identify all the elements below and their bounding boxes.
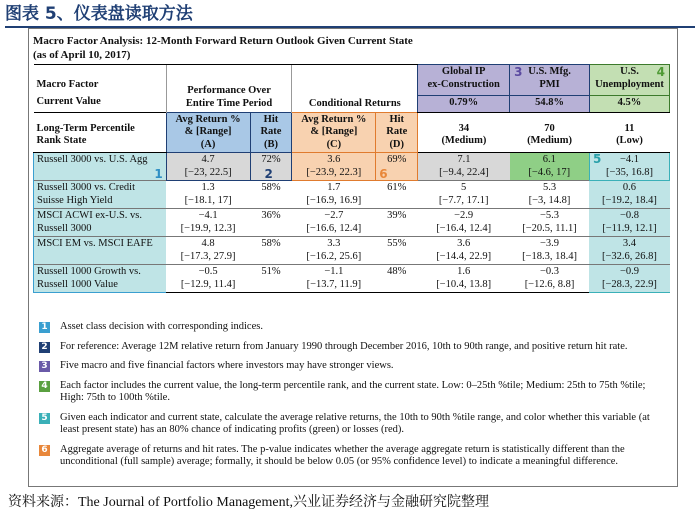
note-text-6: Aggregate average of returns and hit rates. The p-value indicates whether the average aggregate return is statistically different than the unconditional (full sample) average; formally, it should be below 0.05 (or 95% confidence level) to indicate a meaningful difference. bbox=[60, 443, 625, 467]
row-2-a-value: 1.3 bbox=[201, 182, 215, 193]
caption-line-2: (as of April 10, 2017) bbox=[33, 49, 131, 61]
col-c-line-2: & [Range] bbox=[310, 126, 358, 137]
note-text-2: For reference: Average 12M relative return from January 1990 through December 2016, 10th to 90th range, and positive return hit rate. bbox=[60, 340, 628, 352]
row-5-f2 bbox=[510, 265, 590, 293]
rank-label-line-2: Rank State bbox=[36, 135, 87, 146]
factor-header-2 bbox=[510, 65, 590, 96]
row-1-c-range: [−23.9, 22.3] bbox=[306, 166, 362, 178]
row-5-d: 48% bbox=[376, 265, 418, 293]
note-item bbox=[39, 360, 669, 373]
col-d-line-1: Hit bbox=[389, 113, 405, 125]
row-4-f2 bbox=[510, 237, 590, 265]
col-b-line-3: (B) bbox=[263, 138, 278, 150]
col-a-line-1: Avg Return % bbox=[175, 113, 241, 125]
factor-2-name-line-2: PMI bbox=[539, 78, 560, 90]
table-row bbox=[34, 153, 670, 181]
row-3-f3-range: [−11.9, 12.1] bbox=[602, 222, 657, 234]
table-row bbox=[34, 209, 670, 237]
row-1-b bbox=[250, 153, 292, 181]
figure-title-bar bbox=[5, 2, 695, 28]
factor-1-name-line-1: Global IP bbox=[441, 66, 486, 77]
factor-2-rank bbox=[510, 112, 590, 153]
row-1-f3-value: −4.1 bbox=[619, 154, 639, 165]
row-3-f2 bbox=[510, 209, 590, 237]
col-a-line-2: & [Range] bbox=[184, 126, 232, 137]
col-c-line-3: (C) bbox=[326, 138, 342, 150]
row-2-a-range: [−18.1, 17] bbox=[184, 194, 232, 206]
cond-header: Conditional Returns bbox=[292, 65, 418, 113]
row-1-label-line-1: Russell 3000 vs. U.S. Agg bbox=[37, 154, 148, 165]
row-4-c-value: 3.3 bbox=[327, 238, 341, 249]
row-5-f1 bbox=[418, 265, 510, 293]
factor-3-name-line-2: Unemployment bbox=[595, 78, 664, 90]
row-3-c-range: [−16.6, 12.4] bbox=[306, 222, 362, 234]
rank-label-line-1: Long-Term Percentile bbox=[36, 122, 135, 134]
row-5-label-line-1: Russell 1000 Growth vs. bbox=[37, 266, 141, 277]
row-1-c-value: 3.6 bbox=[327, 154, 341, 165]
row-1-a-range: [−23, 22.5] bbox=[184, 166, 232, 178]
row-5-f3 bbox=[589, 265, 669, 293]
row-4-label bbox=[34, 237, 167, 265]
row-5-label bbox=[34, 265, 167, 293]
row-3-f1-range: [−16.4, 12.4] bbox=[436, 222, 492, 234]
row-4-f1-range: [−14.4, 22.9] bbox=[436, 250, 492, 262]
row-3-label-line-1: MSCI ACWI ex-U.S. vs. bbox=[37, 210, 143, 221]
note-text-4: Each factor includes the current value, the long-term percentile rank, and the current state. Low: 0–25th %tile; Medium: 25th to 75th %tile; High: 75th to 100th %tile. bbox=[60, 379, 646, 403]
row-4-f1 bbox=[418, 237, 510, 265]
macro-factor-label: Macro Factor bbox=[34, 65, 167, 96]
note-item bbox=[39, 444, 669, 469]
factor-header-1 bbox=[418, 65, 510, 96]
table-caption bbox=[33, 34, 413, 62]
row-1-f2-value: 6.1 bbox=[542, 154, 556, 165]
rank-state-label bbox=[34, 112, 167, 153]
row-1-d bbox=[376, 153, 418, 181]
marker-5: 5 bbox=[592, 152, 602, 166]
row-4-a bbox=[166, 237, 250, 265]
marker-3: 3 bbox=[514, 65, 523, 79]
row-2-label-line-2: Suisse High Yield bbox=[37, 194, 113, 206]
row-2-f2 bbox=[510, 181, 590, 209]
col-c-line-1: Avg Return % bbox=[301, 113, 367, 125]
factor-3-value: 4.5% bbox=[589, 95, 669, 112]
row-1-label bbox=[34, 153, 167, 181]
row-3-f3 bbox=[589, 209, 669, 237]
note-item bbox=[39, 412, 669, 437]
row-3-f1 bbox=[418, 209, 510, 237]
row-5-b: 51% bbox=[250, 265, 292, 293]
row-4-f2-range: [−18.3, 18.4] bbox=[522, 250, 577, 262]
row-2-f3-range: [−19.2, 18.4] bbox=[602, 194, 657, 206]
row-3-a-range: [−19.9, 12.3] bbox=[180, 222, 236, 234]
row-2-f2-range: [−3, 14.8] bbox=[528, 194, 571, 206]
row-3-f1-value: −2.9 bbox=[454, 210, 474, 221]
row-5-c bbox=[292, 265, 376, 293]
row-5-c-range: [−13.7, 11.9] bbox=[306, 278, 362, 290]
dashboard-panel bbox=[28, 28, 678, 487]
macro-factor-table bbox=[33, 64, 670, 293]
source-journal: The Journal of Portfolio Management, bbox=[78, 495, 294, 510]
note-text-5: Given each indicator and current state, calculate the average relative returns, the 10th to 90th %tile range, and color whether this variable (at least present state) has an 80% chance of indicating profits (green) or losses (red). bbox=[60, 411, 650, 435]
row-3-c bbox=[292, 209, 376, 237]
note-item bbox=[39, 321, 669, 334]
row-5-f1-value: 1.6 bbox=[457, 266, 471, 277]
note-text-3: Five macro and five financial factors where investors may have stronger views. bbox=[60, 360, 394, 371]
note-badge-1: 1 bbox=[39, 322, 50, 333]
row-5-f1-range: [−10.4, 13.8] bbox=[436, 278, 492, 290]
note-text-1: Asset class decision with corresponding indices. bbox=[60, 321, 263, 332]
marker-1: 1 bbox=[154, 166, 163, 181]
row-2-f2-value: 5.3 bbox=[542, 182, 557, 193]
marker-4: 4 bbox=[656, 65, 665, 79]
row-3-c-value: −2.7 bbox=[324, 210, 344, 221]
factor-2-value: 54.8% bbox=[510, 95, 590, 112]
row-1-f3 bbox=[589, 153, 669, 181]
factor-1-rank bbox=[418, 112, 510, 153]
row-1-c bbox=[292, 153, 376, 181]
row-3-label bbox=[34, 209, 167, 237]
row-5-a-value: −0.5 bbox=[198, 266, 218, 277]
factor-1-rank-value: 34 bbox=[458, 122, 470, 134]
row-4-c bbox=[292, 237, 376, 265]
factor-1-value: 0.79% bbox=[418, 95, 510, 112]
row-3-b: 36% bbox=[250, 209, 292, 237]
source-line bbox=[8, 492, 489, 513]
factor-header-3 bbox=[589, 65, 669, 96]
factor-3-state: (Low) bbox=[616, 135, 643, 146]
factor-2-name-line-1: U.S. Mfg. bbox=[528, 66, 571, 77]
factor-name-row bbox=[34, 65, 670, 96]
source-suffix: 兴业证券经济与金融研究院整理 bbox=[293, 494, 490, 510]
row-5-f2-range: [−12.6, 8.8] bbox=[524, 278, 575, 290]
row-2-label bbox=[34, 181, 167, 209]
row-2-c-value: 1.7 bbox=[327, 182, 341, 193]
rank-state-row bbox=[34, 112, 670, 153]
marker-6: 6 bbox=[379, 166, 388, 181]
row-5-c-value: −1.1 bbox=[324, 266, 344, 277]
factor-3-rank bbox=[589, 112, 669, 153]
note-badge-4: 4 bbox=[39, 381, 50, 392]
col-b-line-2: Rate bbox=[260, 126, 282, 137]
factor-2-state: (Medium) bbox=[527, 135, 572, 146]
row-2-a bbox=[166, 181, 250, 209]
perf-header-line-2: Entire Time Period bbox=[185, 97, 273, 109]
row-4-label-line-1: MSCI EM vs. MSCI EAFE bbox=[37, 238, 153, 249]
row-1-f2 bbox=[510, 153, 590, 181]
col-d-line-2: Rate bbox=[386, 126, 408, 137]
row-4-f3-range: [−32.6, 26.8] bbox=[602, 250, 657, 262]
note-badge-5: 5 bbox=[39, 413, 50, 424]
row-1-f1 bbox=[418, 153, 510, 181]
row-2-c bbox=[292, 181, 376, 209]
row-4-f3 bbox=[589, 237, 669, 265]
row-4-d: 55% bbox=[376, 237, 418, 265]
row-2-f1 bbox=[418, 181, 510, 209]
factor-2-rank-value: 70 bbox=[544, 122, 555, 134]
row-1-f2-range: [−4.6, 17] bbox=[528, 166, 571, 178]
row-5-label-line-2: Russell 1000 Value bbox=[37, 278, 118, 290]
table-row bbox=[34, 181, 670, 209]
row-3-f3-value: −0.8 bbox=[619, 210, 639, 221]
note-item bbox=[39, 341, 669, 354]
note-badge-3: 3 bbox=[39, 361, 50, 372]
row-2-f3 bbox=[589, 181, 669, 209]
row-2-c-range: [−16.9, 16.9] bbox=[306, 194, 362, 206]
figure-title: 图表 5、仪表盘读取方法 bbox=[5, 4, 193, 24]
factor-3-rank-value: 11 bbox=[624, 122, 635, 134]
factor-1-state: (Medium) bbox=[441, 135, 487, 146]
row-5-f3-value: −0.9 bbox=[619, 266, 639, 277]
col-a-header bbox=[166, 112, 250, 153]
note-item bbox=[39, 380, 669, 405]
row-4-b: 58% bbox=[250, 237, 292, 265]
col-d-header bbox=[376, 112, 418, 153]
caption-line-1: Macro Factor Analysis: 12-Month Forward Return Outlook Given Current State bbox=[33, 35, 413, 47]
row-3-label-line-2: Russell 3000 bbox=[37, 222, 92, 234]
col-b-line-1: Hit bbox=[263, 113, 279, 125]
row-2-d: 61% bbox=[376, 181, 418, 209]
row-2-f1-value: 5 bbox=[461, 182, 467, 193]
factor-1-name-line-2: ex-Construction bbox=[427, 78, 500, 90]
note-badge-6: 6 bbox=[39, 445, 50, 456]
row-3-f2-range: [−20.5, 11.1] bbox=[522, 222, 577, 234]
row-1-a-value: 4.7 bbox=[201, 154, 215, 165]
row-1-f1-value: 7.1 bbox=[457, 154, 471, 165]
row-2-b: 58% bbox=[250, 181, 292, 209]
row-2-f3-value: 0.6 bbox=[622, 182, 637, 193]
row-5-f3-range: [−28.3, 22.9] bbox=[602, 278, 657, 290]
current-value-label: Current Value bbox=[34, 95, 167, 112]
row-2-label-line-1: Russell 3000 vs. Credit bbox=[37, 182, 136, 193]
perf-header-line-1: Performance Over bbox=[187, 85, 271, 96]
row-1-f3-range: [−35, 16.8] bbox=[605, 166, 653, 178]
row-4-f3-value: 3.4 bbox=[622, 238, 637, 249]
factor-3-name-line-1: U.S. bbox=[620, 66, 639, 77]
row-3-d: 39% bbox=[376, 209, 418, 237]
col-a-line-3: (A) bbox=[200, 138, 216, 150]
row-1-d-value: 69% bbox=[387, 154, 407, 165]
row-1-b-value: 72% bbox=[261, 154, 281, 165]
row-2-f1-range: [−7.7, 17.1] bbox=[438, 194, 489, 206]
marker-2: 2 bbox=[264, 166, 273, 181]
row-3-f2-value: −5.3 bbox=[540, 210, 560, 221]
col-c-header bbox=[292, 112, 376, 153]
row-4-c-range: [−16.2, 25.6] bbox=[306, 250, 362, 262]
row-3-a-value: −4.1 bbox=[198, 210, 218, 221]
source-prefix: 资料来源： bbox=[8, 494, 78, 510]
note-badge-2: 2 bbox=[39, 342, 50, 353]
row-1-f1-range: [−9.4, 22.4] bbox=[439, 166, 489, 178]
row-4-f1-value: 3.6 bbox=[457, 238, 471, 249]
row-5-a-range: [−12.9, 11.4] bbox=[180, 278, 236, 290]
legend-notes bbox=[39, 321, 669, 476]
row-4-f2-value: −3.9 bbox=[540, 238, 560, 249]
col-b-header bbox=[250, 112, 292, 153]
row-4-a-range: [−17.3, 27.9] bbox=[180, 250, 236, 262]
row-5-f2-value: −0.3 bbox=[540, 266, 560, 277]
perf-header bbox=[166, 65, 292, 113]
table-row bbox=[34, 265, 670, 293]
row-5-a bbox=[166, 265, 250, 293]
table-row bbox=[34, 237, 670, 265]
row-4-a-value: 4.8 bbox=[201, 238, 215, 249]
col-d-line-3: (D) bbox=[389, 138, 405, 150]
row-1-a bbox=[166, 153, 250, 181]
row-3-a bbox=[166, 209, 250, 237]
